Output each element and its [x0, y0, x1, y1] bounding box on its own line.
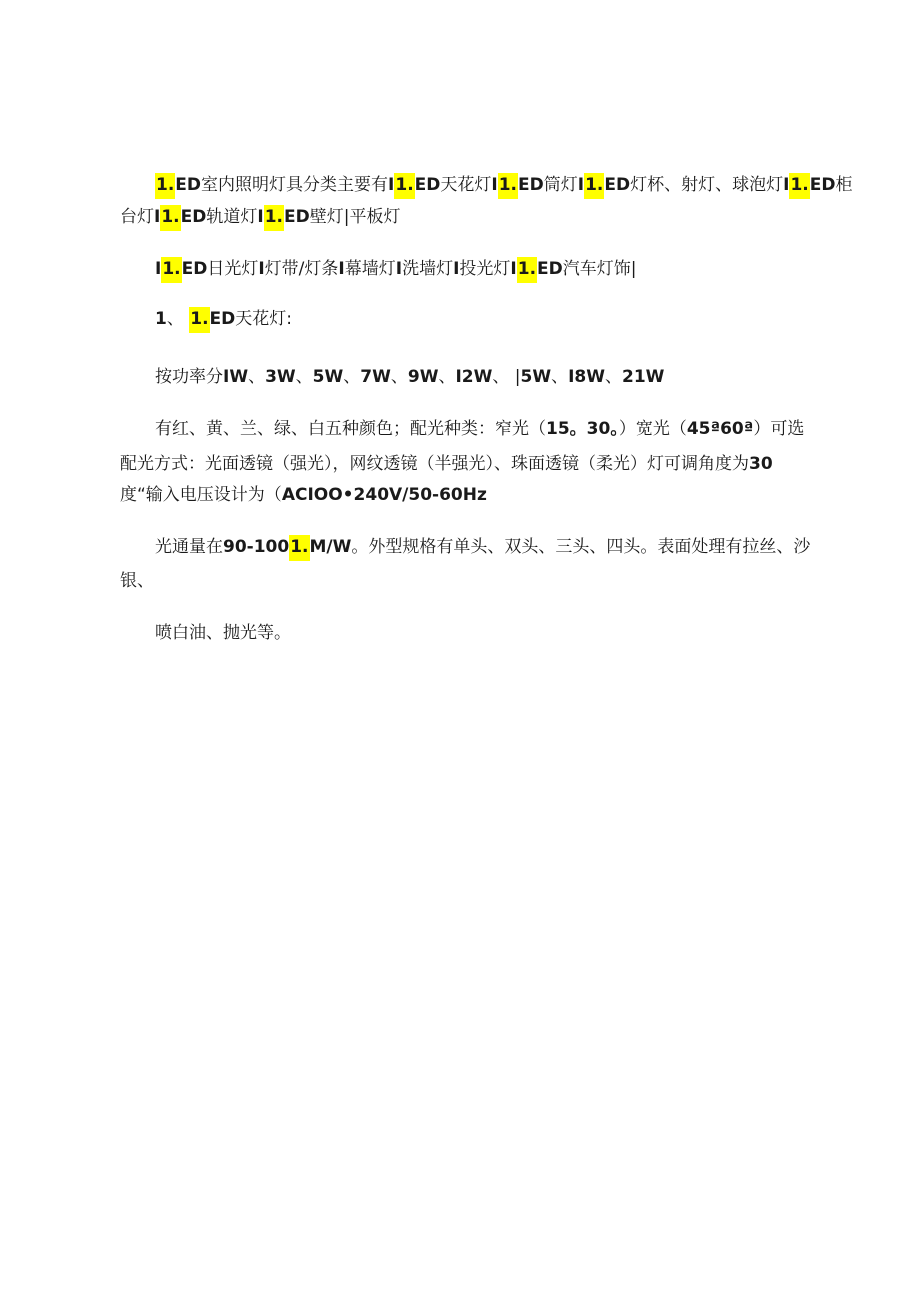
highlighted-text: 1.	[289, 535, 309, 561]
text-run: 21W	[622, 367, 665, 387]
text-run: 、	[390, 367, 408, 387]
text-run: 喷白油、抛光等。	[155, 623, 291, 643]
text-run: 投光灯	[459, 259, 511, 279]
text-run: 45ª60ª	[686, 419, 754, 439]
text-run: 、	[248, 367, 266, 387]
text-run: 天花灯	[440, 175, 492, 195]
text-run: 配光方式：光面透镜（强光），网纹透镜（半强光）、珠面透镜（柔光）灯可调角度为	[120, 454, 749, 474]
text-run: 光通量在	[155, 537, 223, 557]
text-run: 5W	[520, 367, 552, 387]
paragraph-line	[155, 170, 853, 200]
text-run: 柜	[835, 175, 853, 195]
text-run: 。外型规格有单头、双头、三头、四头。表面处理有拉丝、沙	[351, 537, 811, 557]
text-run: 、	[343, 367, 361, 387]
text-run: ED	[809, 175, 836, 195]
text-run: I8W	[568, 367, 605, 387]
text-run: 、	[166, 309, 190, 329]
paragraph-line	[155, 362, 835, 392]
text-run: ED	[181, 259, 208, 279]
text-run: ED	[518, 175, 544, 195]
text-run: 幕墙灯	[344, 259, 396, 279]
paragraph-line	[155, 618, 835, 648]
paragraph-line	[120, 202, 800, 232]
text-run: I	[338, 259, 345, 279]
text-run: ED	[414, 175, 441, 195]
text-run: 、	[295, 367, 313, 387]
highlighted-text: 1.	[160, 205, 180, 231]
text-run: IW	[223, 367, 249, 387]
text-run: I	[154, 207, 161, 227]
text-run: 轨道灯	[206, 207, 258, 227]
paragraph-line	[120, 480, 800, 510]
text-run: I	[491, 175, 498, 195]
paragraph-line	[120, 566, 800, 596]
highlighted-text: 1.	[189, 307, 209, 333]
text-run: 台灯	[120, 207, 154, 227]
text-run: 1	[155, 309, 167, 329]
text-run: 室内照明灯具分类主要有	[201, 175, 389, 195]
section-heading	[155, 304, 835, 334]
text-run: 灯带/灯条	[264, 259, 339, 279]
highlighted-text: 1.	[155, 173, 175, 199]
text-run: 灯杯、射灯、球泡灯	[630, 175, 784, 195]
text-run: 有红、黄、兰、绿、白五种颜色；配光种类：窄光（	[155, 419, 546, 439]
text-run: ED	[175, 175, 202, 195]
text-run: 、	[551, 367, 569, 387]
text-run: I	[453, 259, 460, 279]
text-run: I	[155, 259, 162, 279]
text-run: ED	[537, 259, 563, 279]
text-run: ED	[283, 207, 310, 227]
text-run: 3W	[265, 367, 296, 387]
text-run: 按功率分	[155, 367, 223, 387]
text-run: 日光灯	[207, 259, 259, 279]
text-run: ED	[604, 175, 631, 195]
text-run: 90-100	[223, 537, 290, 557]
text-run: I	[395, 259, 403, 279]
text-run: I	[783, 175, 790, 195]
text-run: 15。30。	[546, 419, 619, 439]
text-run: I2W	[455, 367, 493, 387]
highlighted-text: 1.	[498, 173, 518, 199]
text-run: ED	[209, 309, 236, 329]
text-run: 、	[605, 367, 622, 387]
paragraph-line	[120, 449, 800, 479]
highlighted-text: 1.	[517, 257, 537, 283]
highlighted-text: 1.	[161, 257, 181, 283]
text-run: I	[577, 175, 585, 195]
text-run: 度“输入电压设计为（	[120, 485, 282, 505]
text-run: 、	[438, 367, 456, 387]
text-run: 5W	[312, 367, 344, 387]
highlighted-text: 1.	[584, 173, 604, 199]
text-run: I	[510, 259, 517, 279]
text-run: I	[257, 207, 264, 227]
text-run: ED	[180, 207, 207, 227]
text-run: I	[258, 259, 265, 279]
text-run: 、 |	[492, 367, 521, 387]
highlighted-text: 1.	[394, 173, 414, 199]
text-run: 30	[749, 454, 773, 474]
paragraph-line	[155, 254, 835, 284]
highlighted-text: 1.	[264, 205, 284, 231]
text-run: ）可选	[753, 419, 805, 439]
text-run: 壁灯|平板灯	[309, 207, 401, 227]
highlighted-text: 1.	[789, 173, 809, 199]
text-run: 银、	[120, 571, 154, 591]
text-run: M/W	[309, 537, 352, 557]
text-run: ACIOO•240V/50-60Hz	[281, 485, 487, 505]
text-run: 洗墙灯	[402, 259, 454, 279]
text-run: 7W	[360, 367, 391, 387]
text-run: I	[388, 175, 395, 195]
text-run: 天花灯:	[235, 309, 293, 329]
text-run: 汽车灯饰|	[562, 259, 637, 279]
paragraph-line	[155, 414, 835, 444]
paragraph-line	[155, 532, 835, 562]
text-run: ）宽光（	[618, 419, 687, 439]
text-run: 筒灯	[543, 175, 578, 195]
text-run: 9W	[407, 367, 439, 387]
